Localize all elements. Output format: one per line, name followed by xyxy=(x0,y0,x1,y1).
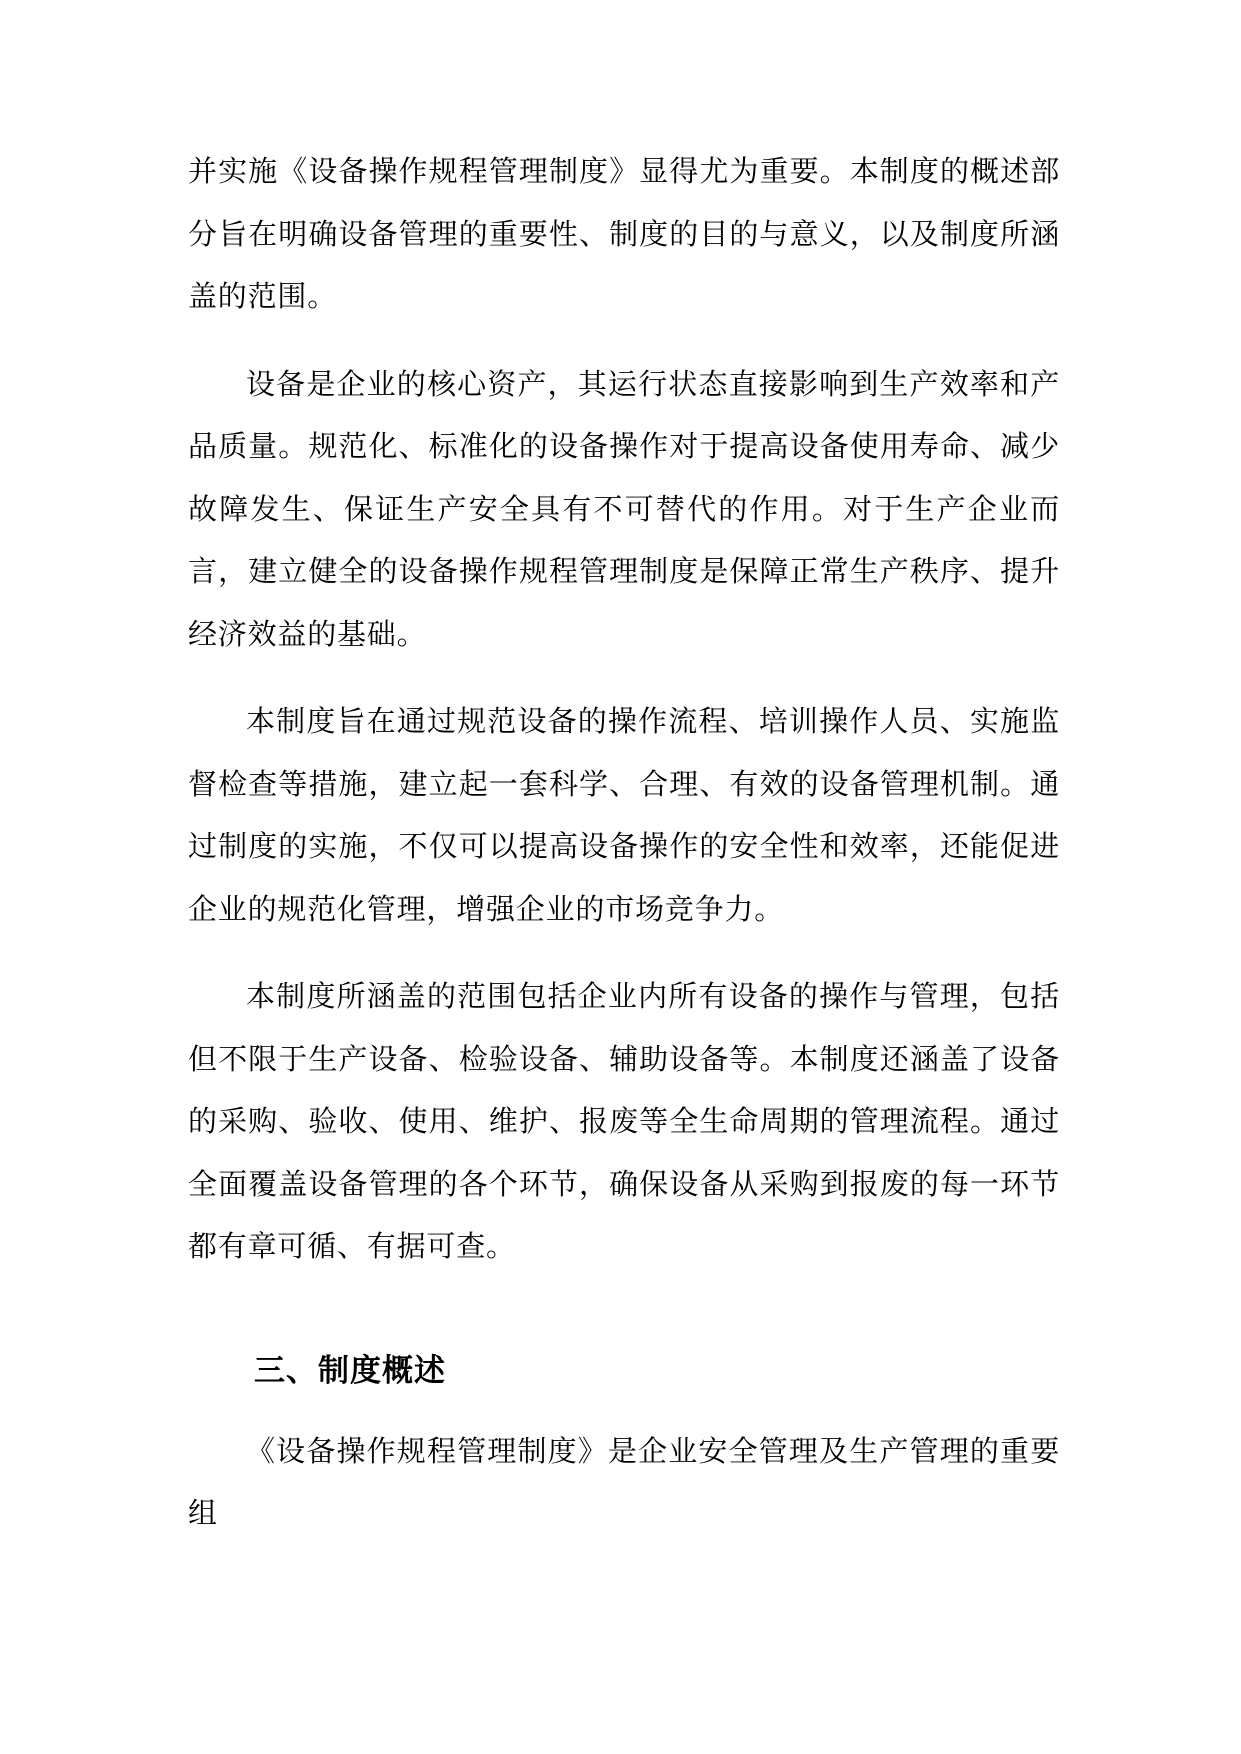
paragraph-purpose: 本制度旨在通过规范设备的操作流程、培训操作人员、实施监督检查等措施，建立起一套科学、合理、有效的设备管理机制。通过制度的实施，不仅可以提高设备操作的安全性和效率，还能促进企业的规范化管理，增强企业的市场竞争力。 xyxy=(188,704,1060,926)
paragraph-overview: 《设备操作规程管理制度》是企业安全管理及生产管理的重要组 xyxy=(188,1433,1060,1530)
paragraph-importance: 设备是企业的核心资产，其运行状态直接影响到生产效率和产品质量。规范化、标准化的设备操作对于提高设备使用寿命、减少故障发生、保证生产安全具有不可替代的作用。对于生产企业而言，建立健全的设备操作规程管理制度是保障正常生产秩序、提升经济效益的基础。 xyxy=(188,366,1060,651)
document-body xyxy=(188,140,1060,1545)
paragraph-scope: 本制度所涵盖的范围包括企业内所有设备的操作与管理，包括但不限于生产设备、检验设备、辅助设备等。本制度还涵盖了设备的采购、验收、使用、维护、报废等全生命周期的管理流程。通过全面覆盖设备管理的各个环节，确保设备从采购到报废的每一环节都有章可循、有据可查。 xyxy=(188,979,1060,1263)
section-heading: 三、制度概述 xyxy=(254,1352,446,1389)
paragraph-continuation: 并实施《设备操作规程管理制度》显得尤为重要。本制度的概述部分旨在明确设备管理的重要性、制度的目的与意义，以及制度所涵盖的范围。 xyxy=(188,154,1060,313)
